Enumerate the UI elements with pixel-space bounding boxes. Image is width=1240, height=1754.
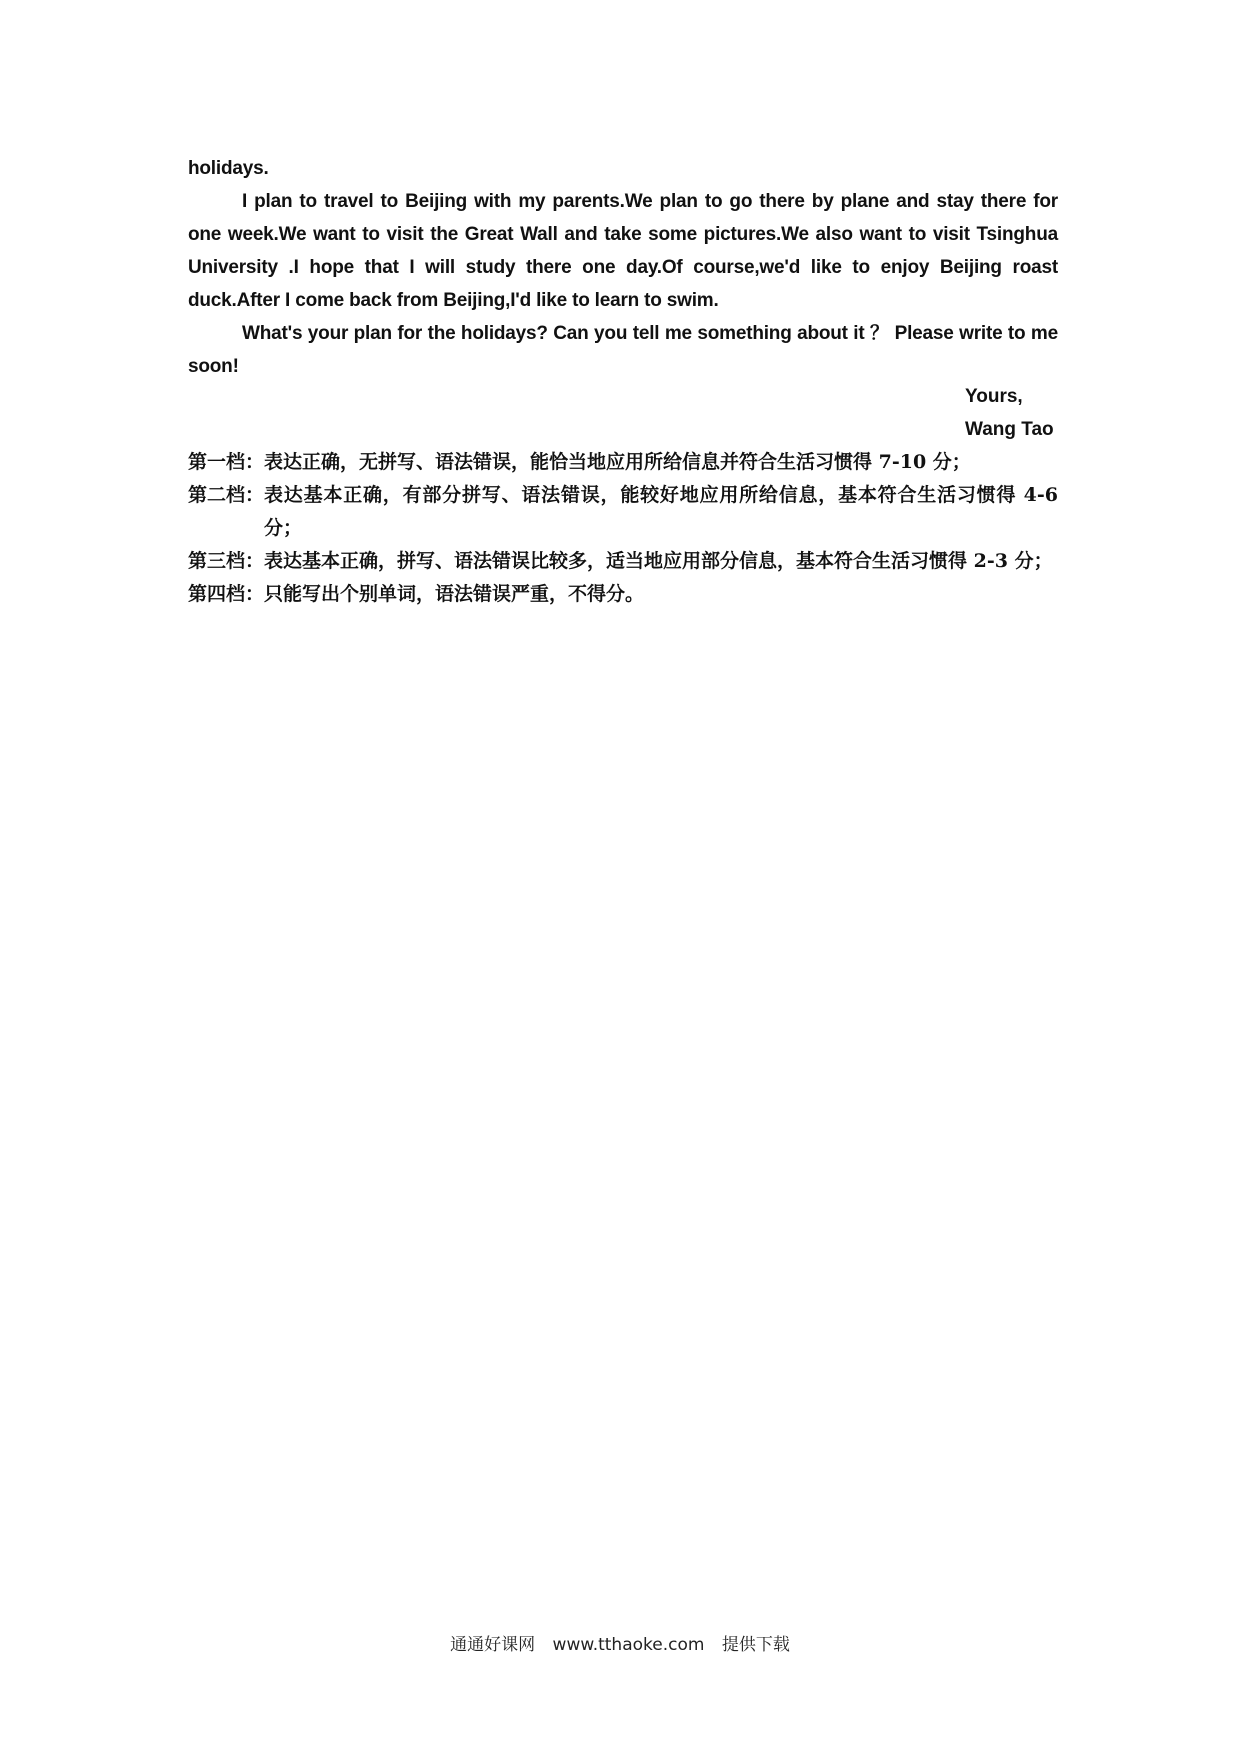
signature: Wang Tao <box>965 419 1054 440</box>
rubric-label: 第一档： <box>188 451 265 473</box>
rubric-level-2 <box>188 479 1058 545</box>
rubric-description: 表达基本正确，有部分拼写、语法错误，能较好地应用所给信息，基本符合生活习惯得 4-6 分； <box>264 484 1058 539</box>
rubric-description: 只能写出个别单词，语法错误严重，不得分。 <box>264 583 645 605</box>
letter-body <box>188 152 1058 383</box>
scoring-rubric <box>188 446 1058 611</box>
footer-site-name: 通通好课网 <box>450 1635 536 1655</box>
letter-paragraph-question: What's your plan for the holidays? Can you tell me something about it ？ Please write to me soon! <box>188 323 1058 377</box>
letter-paragraph-plans: I plan to travel to Beijing with my parents.We plan to go there by plane and stay there for one week.We want to visit the Great Wall and take some pictures.We also want to visit Tsinghua University .I hope that I will study there one day.Of course,we'd like to enjoy Beijing roast duck.After I come back from Beijing,I'd like to learn to swim. <box>188 191 1058 311</box>
rubric-label: 第三档： <box>188 550 265 572</box>
rubric-label: 第二档： <box>188 484 265 506</box>
rubric-level-3 <box>188 545 1058 578</box>
rubric-label: 第四档： <box>188 583 265 605</box>
closing-salutation: Yours, <box>965 386 1023 407</box>
letter-closing <box>965 380 1054 446</box>
footer-url[interactable]: www.tthaoke.com <box>552 1635 705 1655</box>
letter-line-start: holidays. <box>188 158 269 179</box>
rubric-level-4 <box>188 578 1058 611</box>
rubric-level-1 <box>188 446 1058 479</box>
rubric-description: 表达基本正确，拼写、语法错误比较多，适当地应用部分信息，基本符合生活习惯得 2-3 分； <box>264 550 1053 572</box>
rubric-description: 表达正确，无拼写、语法错误，能恰当地应用所给信息并符合生活习惯得 7-10 分； <box>264 451 971 473</box>
page-footer <box>0 1630 1240 1655</box>
footer-download-text: 提供下载 <box>721 1635 790 1655</box>
